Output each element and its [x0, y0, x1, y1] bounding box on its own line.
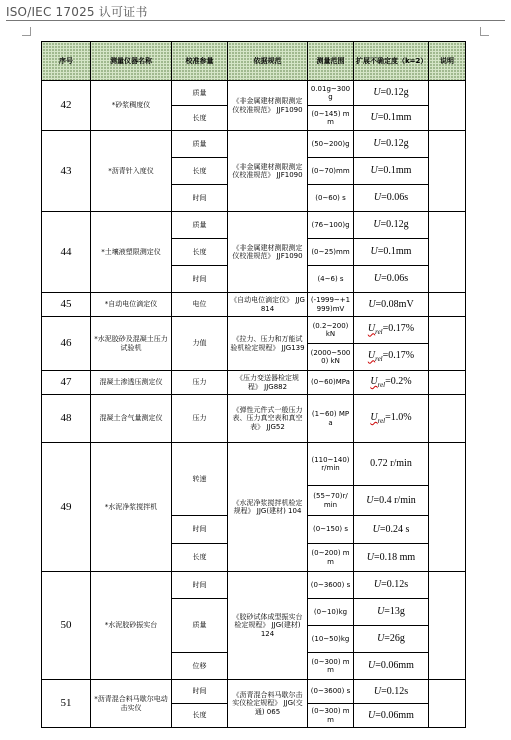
range: (10~50)kg: [308, 626, 354, 653]
row-no: 49: [42, 443, 91, 572]
document-header: ISO/IEC 17025 认可证书: [6, 5, 148, 19]
uncertainty: [354, 106, 429, 131]
table-cell-text: U: [370, 375, 378, 387]
range: (0~200) mm: [308, 544, 354, 572]
param: 压力: [172, 395, 228, 443]
remark: [429, 572, 466, 680]
table-cell-text: U: [366, 551, 375, 563]
uncertainty: [354, 239, 429, 266]
uncertainty: [354, 185, 429, 212]
instrument-name: *水泥净浆搅拌机: [91, 443, 172, 572]
instrument-name: 混凝土含气量测定仪: [91, 395, 172, 443]
uncertainty: [354, 516, 429, 544]
row-no: 46: [42, 317, 91, 371]
range: (76~100)g: [308, 212, 354, 239]
instrument-name: *水泥胶砂及混凝土压力试验机: [91, 317, 172, 371]
param: 时间: [172, 516, 228, 544]
param: 质量: [172, 212, 228, 239]
range: (4~6) s: [308, 266, 354, 293]
col-header-std: 依据规范: [228, 42, 308, 81]
remark: [429, 680, 466, 728]
uncertainty: [354, 395, 429, 443]
table-cell-text: =1.0%: [385, 411, 412, 423]
remark: [429, 443, 466, 572]
standard: 《非金属建材测限测定仪校准规范》 JJF1090: [228, 131, 308, 212]
table-cell-text: =0.12g: [380, 219, 409, 231]
instrument-name: 混凝土渗透压测定仪: [91, 371, 172, 395]
table-cell-text: =0.24 s: [379, 523, 410, 535]
range: (0~145) mm: [308, 106, 354, 131]
table-cell-text: =26g: [384, 633, 405, 645]
table-cell-text: =0.17%: [382, 323, 415, 335]
calibration-scope-table: [41, 41, 466, 728]
instrument-name: *自动电位滴定仪: [91, 293, 172, 317]
table-cell-text: U: [368, 298, 376, 310]
table-cell-text: =13g: [384, 606, 405, 618]
col-header-no: 序号: [42, 42, 91, 81]
crop-mark-left: [22, 27, 31, 36]
range: (0~300) mm: [308, 704, 354, 728]
standard: 《胶砂试体成型振实台检定规程》 JJG(建材) 124: [228, 572, 308, 680]
table-cell-text: =0.12s: [381, 685, 409, 697]
uncertainty: [354, 599, 429, 626]
table-cell-text: [367, 350, 383, 364]
uncertainty: [354, 81, 429, 106]
table-cell-text: U: [368, 660, 376, 672]
table-cell-text: U: [377, 633, 385, 645]
table-cell-text: U: [372, 523, 380, 535]
col-header-param: 校准参量: [172, 42, 228, 81]
range: (0~60) s: [308, 185, 354, 212]
instrument-name: *沥青针入度仪: [91, 131, 172, 212]
table-cell-text: =0.17%: [382, 350, 415, 362]
range: (0~70)mm: [308, 158, 354, 185]
range: (55~70)r/min: [308, 486, 354, 516]
col-header-name: 测量仪器名称: [91, 42, 172, 81]
param: 时间: [172, 266, 228, 293]
table-cell-text: =0.2%: [385, 375, 412, 387]
table-cell-text: =0.12s: [381, 579, 409, 591]
standard: 《非金属建材测限测定仪校准规范》 JJF1090: [228, 81, 308, 131]
uncertainty: [354, 371, 429, 395]
param: 质量: [172, 81, 228, 106]
standard: 《拉力、压力和万能试验机检定规程》 JJG139: [228, 317, 308, 371]
range: (1~60) MPa: [308, 395, 354, 443]
uncertainty: [354, 266, 429, 293]
uncertainty: [354, 626, 429, 653]
standard: 《弹性元件式一般压力表、压力真空表和真空表》 JJG52: [228, 395, 308, 443]
range: (2000~5000) kN: [308, 344, 354, 371]
param: 时间: [172, 680, 228, 704]
range: (-1999~+1999)mV: [308, 293, 354, 317]
table-cell-text: =0.06mm: [375, 660, 414, 672]
row-no: 42: [42, 81, 91, 131]
param: 长度: [172, 158, 228, 185]
range: (0.2~200) kN: [308, 317, 354, 344]
uncertainty: [354, 443, 429, 486]
table-cell-text: [367, 323, 383, 337]
table-cell-text: =0.06s: [381, 273, 409, 285]
table-cell-text: U: [373, 685, 382, 697]
range: (0~10)kg: [308, 599, 354, 626]
table-cell-text: U: [373, 87, 381, 99]
table-cell-text: U: [367, 323, 376, 335]
uncertainty: [354, 704, 429, 728]
table-cell-text: U: [373, 192, 382, 204]
table-cell-text: U: [370, 112, 378, 124]
remark: [429, 293, 466, 317]
table-cell-text: U: [368, 709, 376, 721]
instrument-name: *沥青混合料马歇尔电动击实仪: [91, 680, 172, 728]
param: 质量: [172, 599, 228, 653]
row-no: 48: [42, 395, 91, 443]
remark: [429, 212, 466, 293]
uncertainty: [354, 653, 429, 680]
standard: 《沥青混合料马歇尔击实仪检定规程》 JJG(交通) 065: [228, 680, 308, 728]
param: 长度: [172, 106, 228, 131]
param: 电位: [172, 293, 228, 317]
table-cell-text: =0.1mm: [377, 246, 412, 258]
row-no: 47: [42, 371, 91, 395]
uncertainty: [354, 158, 429, 185]
remark: [429, 81, 466, 131]
remark: [429, 395, 466, 443]
row-no: 43: [42, 131, 91, 212]
table-cell-text: 0.72 r/min: [370, 458, 412, 470]
uncertainty: [354, 317, 429, 344]
param: 长度: [172, 704, 228, 728]
col-header-remark: 说明: [429, 42, 466, 81]
table-cell-text: =0.08mV: [375, 298, 414, 310]
uncertainty: [354, 486, 429, 516]
param: 力值: [172, 317, 228, 371]
range: 0.01g~300g: [308, 81, 354, 106]
param: 转速: [172, 443, 228, 516]
param: 时间: [172, 572, 228, 599]
table-cell-text: rel: [375, 355, 383, 364]
uncertainty: [354, 544, 429, 572]
crop-mark-right: [480, 27, 489, 36]
range: (0~3600) s: [308, 680, 354, 704]
remark: [429, 371, 466, 395]
remark: [429, 131, 466, 212]
standard: 《压力变送器检定规程》 JJG882: [228, 371, 308, 395]
standard: 《非金属建材测限测定仪校准规范》 JJF1090: [228, 212, 308, 293]
param: 质量: [172, 131, 228, 158]
range: (50~200)g: [308, 131, 354, 158]
range: (0~150) s: [308, 516, 354, 544]
table-header-row: [42, 42, 466, 81]
table-cell-text: U: [377, 606, 385, 618]
header-rule: [6, 20, 505, 21]
table-cell-text: U: [373, 273, 382, 285]
range: (0~25)mm: [308, 239, 354, 266]
uncertainty: [354, 212, 429, 239]
uncertainty: [354, 131, 429, 158]
row-no: 44: [42, 212, 91, 293]
table-cell-text: U: [367, 350, 376, 362]
table-cell-text: =0.12g: [380, 138, 409, 150]
col-header-range: 测量范围: [308, 42, 354, 81]
table-cell-text: =0.18 mm: [374, 551, 416, 563]
table-cell-text: U: [366, 494, 374, 506]
param: 长度: [172, 544, 228, 572]
table-cell-text: =0.4 r/min: [373, 494, 416, 506]
uncertainty: [354, 293, 429, 317]
table-cell-text: U: [373, 579, 382, 591]
table-cell-text: [370, 412, 385, 423]
param: 位移: [172, 653, 228, 680]
table-cell-text: =0.1mm: [377, 112, 412, 124]
instrument-name: *水泥胶砂振实台: [91, 572, 172, 680]
row-no: 50: [42, 572, 91, 680]
col-header-unc: 扩展不确定度（k=2）: [354, 42, 429, 81]
table-cell-text: U: [373, 138, 381, 150]
table-cell-text: =0.06s: [381, 192, 409, 204]
table-cell-text: [370, 376, 385, 387]
range: (0~60)MPa: [308, 371, 354, 395]
range: (110~140)r/min: [308, 443, 354, 486]
remark: [429, 317, 466, 371]
row-no: 51: [42, 680, 91, 728]
param: 时间: [172, 185, 228, 212]
table-cell-text: rel: [377, 380, 386, 389]
table-cell-text: U: [370, 246, 378, 258]
param: 长度: [172, 239, 228, 266]
instrument-name: *砂浆稠度仪: [91, 81, 172, 131]
table-cell-text: =0.1mm: [377, 165, 412, 177]
table-cell-text: U: [370, 411, 378, 423]
standard: 《自动电位滴定仪》 JJG 814: [228, 293, 308, 317]
uncertainty: [354, 572, 429, 599]
table-cell-text: =0.06mm: [375, 709, 414, 721]
param: 压力: [172, 371, 228, 395]
uncertainty: [354, 680, 429, 704]
range: (0~3600) s: [308, 572, 354, 599]
table-cell-text: rel: [377, 416, 386, 425]
standard: 《水泥净浆搅拌机检定规程》 JJG(建材) 104: [228, 443, 308, 572]
table-cell-text: U: [373, 219, 381, 231]
row-no: 45: [42, 293, 91, 317]
range: (0~300) mm: [308, 653, 354, 680]
table-cell-text: =0.12g: [380, 87, 409, 99]
instrument-name: *土壤液塑限测定仪: [91, 212, 172, 293]
table-cell-text: rel: [375, 328, 383, 337]
uncertainty: [354, 344, 429, 371]
table-cell-text: U: [370, 165, 378, 177]
